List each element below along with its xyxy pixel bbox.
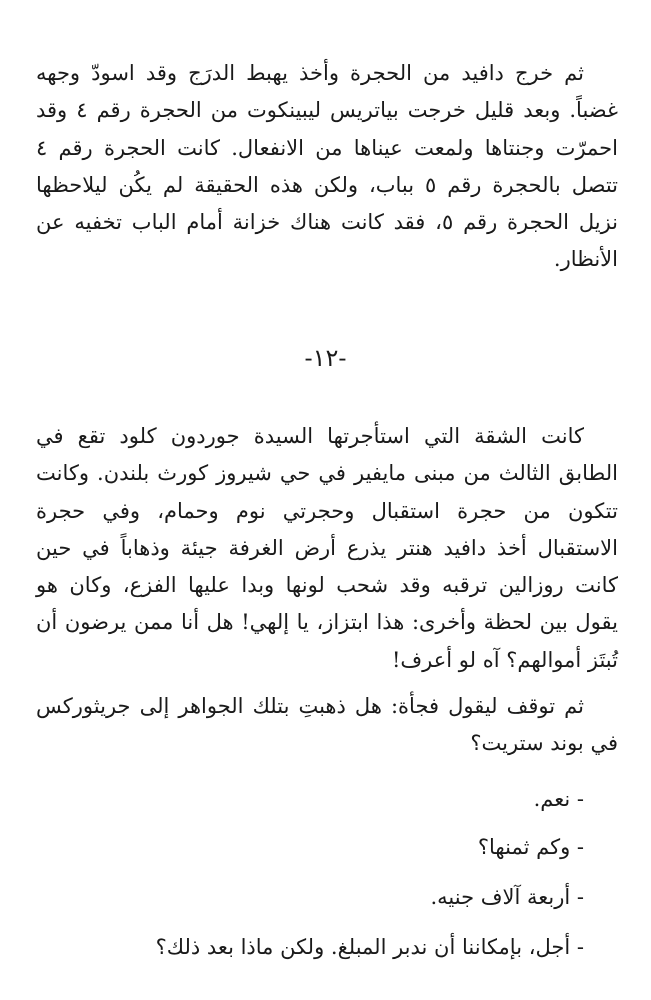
paragraph-block [36, 55, 618, 279]
dialog-line: - نعم. [533, 787, 584, 811]
dialog-line: - أربعة آلاف جنيه. [430, 885, 584, 909]
paragraph-text: كانت الشقة التي استأجرتها السيدة جوردون كلود تقع في الطابق الثالث من مبنى مايفير في حي شيروز كورث بلندن. وكانت تتكون من حجرة استقبال وحجرتي نوم وحمام، وفي حجرة الاستقبال أخذ دافيد هنتر يذرع أرض الغرفة جيئة وذهاباً في حين كانت روزالين ترقبه وقد شحب لونها وبدا عليها الفزع، وكان هو يقول بين لحظة وأخرى: هذا ابتزاز، يا إلهي! هل أنا ممن يرضون أن تُبتَز أموالهم؟ آه لو أعرف! [36, 424, 618, 672]
paragraph-block [36, 418, 618, 679]
chapter-number: -١٢- [304, 344, 347, 372]
paragraph-text: ثم توقف ليقول فجأة: هل ذهبتِ بتلك الجواهر إلى جريثوركس في بوند ستريت؟ [36, 694, 618, 756]
dialog-line: - أجل، بإمكاننا أن ندبر المبلغ. ولكن ماذا بعد ذلك؟ [155, 935, 584, 959]
paragraph-text: ثم خرج دافيد من الحجرة وأخذ يهبط الدرَج وقد اسودّ وجهه غضباً. وبعد قليل خرجت بياتريس ليبينكوت من الحجرة رقم ٤ وقد احمرّت وجنتاها ولمعت عيناها من الانفعال. كانت الحجرة رقم ٤ تتصل بالحجرة رقم ٥ بباب، ولكن هذه الحقيقة لم يكُن ليلاحظها نزيل الحجرة رقم ٥، فقد كانت هناك خزانة أمام الباب تخفيه عن الأنظار. [36, 61, 618, 272]
paragraph-block [36, 688, 618, 763]
dialog-line: - وكم ثمنها؟ [477, 835, 584, 859]
